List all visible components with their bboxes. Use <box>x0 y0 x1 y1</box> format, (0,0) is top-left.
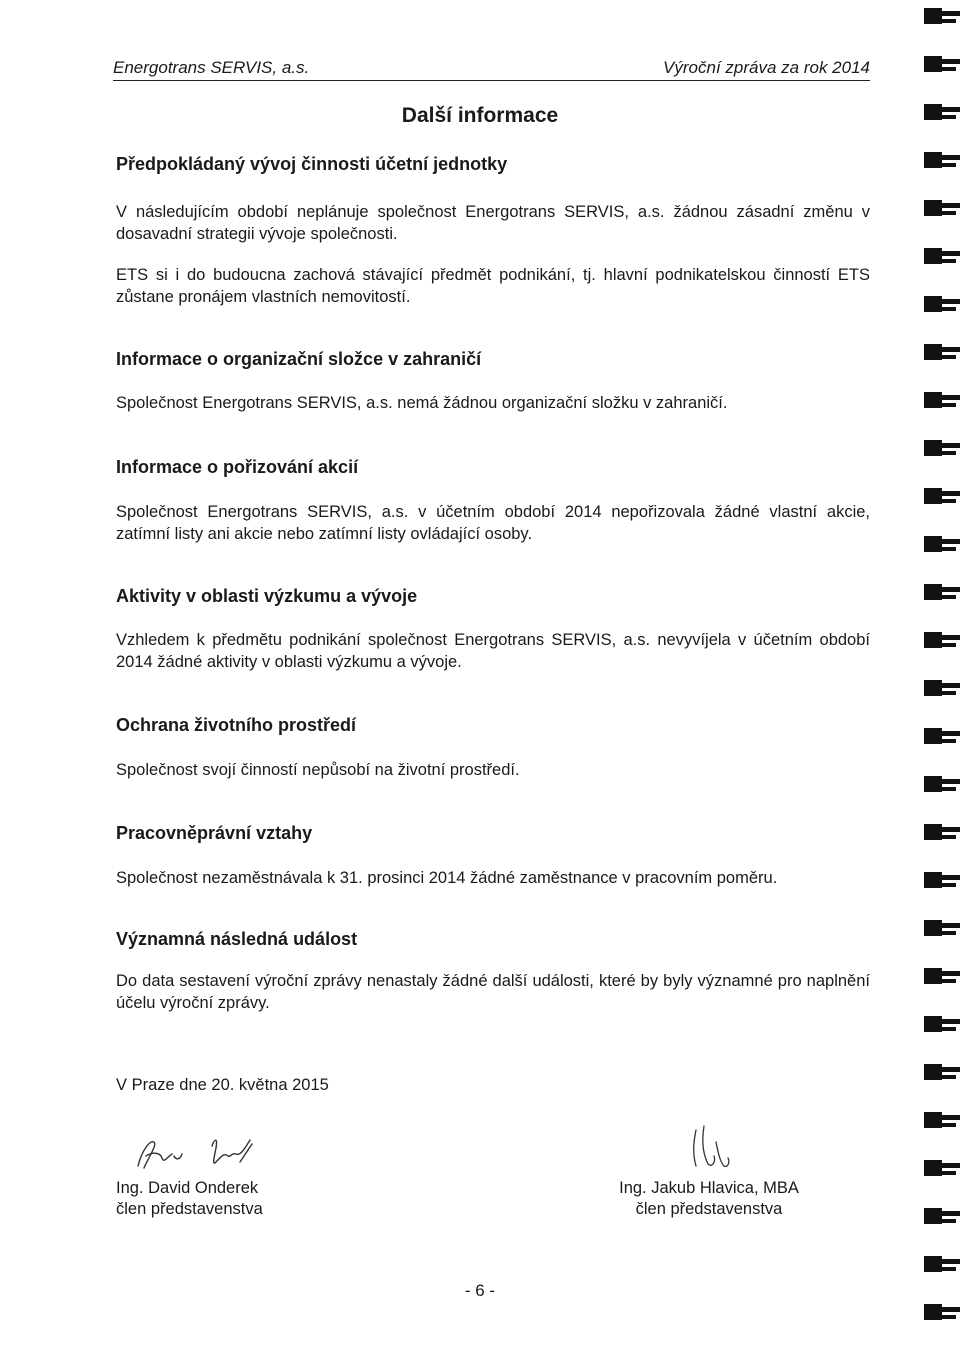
page-title: Další informace <box>401 104 559 127</box>
paragraph-share-acquisition: Společnost Energotrans SERVIS, a.s. v účetním období 2014 nepořizovala žádné vlastní akcie, zatímní listy ani akcie nebo zatímní listy ovládající osoby. <box>116 503 870 543</box>
edge-mark <box>924 1064 960 1080</box>
edge-mark <box>924 632 960 648</box>
signatory-role: člen představenstva <box>635 1200 783 1218</box>
edge-mark <box>924 152 960 168</box>
signatory-name: Ing. David Onderek <box>116 1179 259 1197</box>
edge-mark <box>924 8 960 24</box>
edge-mark <box>924 824 960 840</box>
paragraph-environment: Společnost svojí činností nepůsobí na životní prostředí. <box>116 761 520 779</box>
header-report-title: Výroční zpráva za rok 2014 <box>663 58 870 77</box>
edge-mark <box>924 920 960 936</box>
signature-block-hlavica <box>604 1122 814 1220</box>
edge-mark <box>924 1304 960 1320</box>
edge-mark <box>924 1208 960 1224</box>
edge-mark <box>924 344 960 360</box>
edge-mark <box>924 680 960 696</box>
handwritten-signature-hlavica <box>604 1122 814 1178</box>
section-heading-research: Aktivity v oblasti výzkumu a vývoje <box>116 586 418 606</box>
running-header <box>113 58 870 81</box>
edge-mark <box>924 248 960 264</box>
paragraph-outlook-strategy: V následujícím období neplánuje společnost Energotrans SERVIS, a.s. žádnou zásadní změnu v dosavadní strategii vývoje společnosti. <box>116 203 870 243</box>
edge-mark <box>924 584 960 600</box>
paragraph-outlook-business: ETS si i do budoucna zachová stávající předmět podnikání, tj. hlavní podnikatelskou činností ETS zůstane pronájem vlastních nemovitostí. <box>116 266 870 306</box>
handwritten-signature-onderek <box>116 1122 376 1178</box>
edge-mark <box>924 440 960 456</box>
section-heading-share-acquisition: Informace o pořizování akcií <box>116 457 359 477</box>
edge-mark <box>924 56 960 72</box>
edge-mark <box>924 776 960 792</box>
scan-edge-marks <box>914 0 960 1358</box>
paragraph-subsequent-event: Do data sestavení výroční zprávy nenastaly žádné další události, které by byly významné pro naplnění účelu výroční zprávy. <box>116 972 870 1012</box>
paragraph-foreign-branch: Společnost Energotrans SERVIS, a.s. nemá žádnou organizační složku v zahraničí. <box>116 394 728 412</box>
edge-mark <box>924 1112 960 1128</box>
edge-mark <box>924 296 960 312</box>
edge-mark <box>924 200 960 216</box>
section-heading-labour: Pracovněprávní vztahy <box>116 823 313 843</box>
signature-block-onderek <box>116 1122 376 1220</box>
place-and-date: V Praze dne 20. května 2015 <box>116 1076 329 1094</box>
paragraph-research: Vzhledem k předmětu podnikání společnost Energotrans SERVIS, a.s. nevyvíjela v účetním období 2014 žádné aktivity v oblasti výzkumu a vývoje. <box>116 631 870 671</box>
section-heading-subsequent-event: Významná následná událost <box>116 929 358 949</box>
edge-mark <box>924 1016 960 1032</box>
edge-mark <box>924 728 960 744</box>
edge-mark <box>924 536 960 552</box>
signatory-role: člen představenstva <box>116 1200 263 1218</box>
header-company: Energotrans SERVIS, a.s. <box>113 58 310 77</box>
edge-mark <box>924 968 960 984</box>
edge-mark <box>924 104 960 120</box>
edge-mark <box>924 1256 960 1272</box>
section-heading-environment: Ochrana životního prostředí <box>116 715 357 735</box>
edge-mark <box>924 488 960 504</box>
paragraph-labour: Společnost nezaměstnávala k 31. prosinci 2014 žádné zaměstnance v pracovním poměru. <box>116 869 778 887</box>
signatory-name: Ing. Jakub Hlavica, MBA <box>619 1179 799 1197</box>
page-number: - 6 - <box>464 1281 496 1300</box>
section-heading-foreign-branch: Informace o organizační složce v zahraničí <box>116 349 482 369</box>
edge-mark <box>924 872 960 888</box>
section-heading-outlook: Předpokládaný vývoj činnosti účetní jednotky <box>116 154 508 174</box>
edge-mark <box>924 1160 960 1176</box>
edge-mark <box>924 392 960 408</box>
